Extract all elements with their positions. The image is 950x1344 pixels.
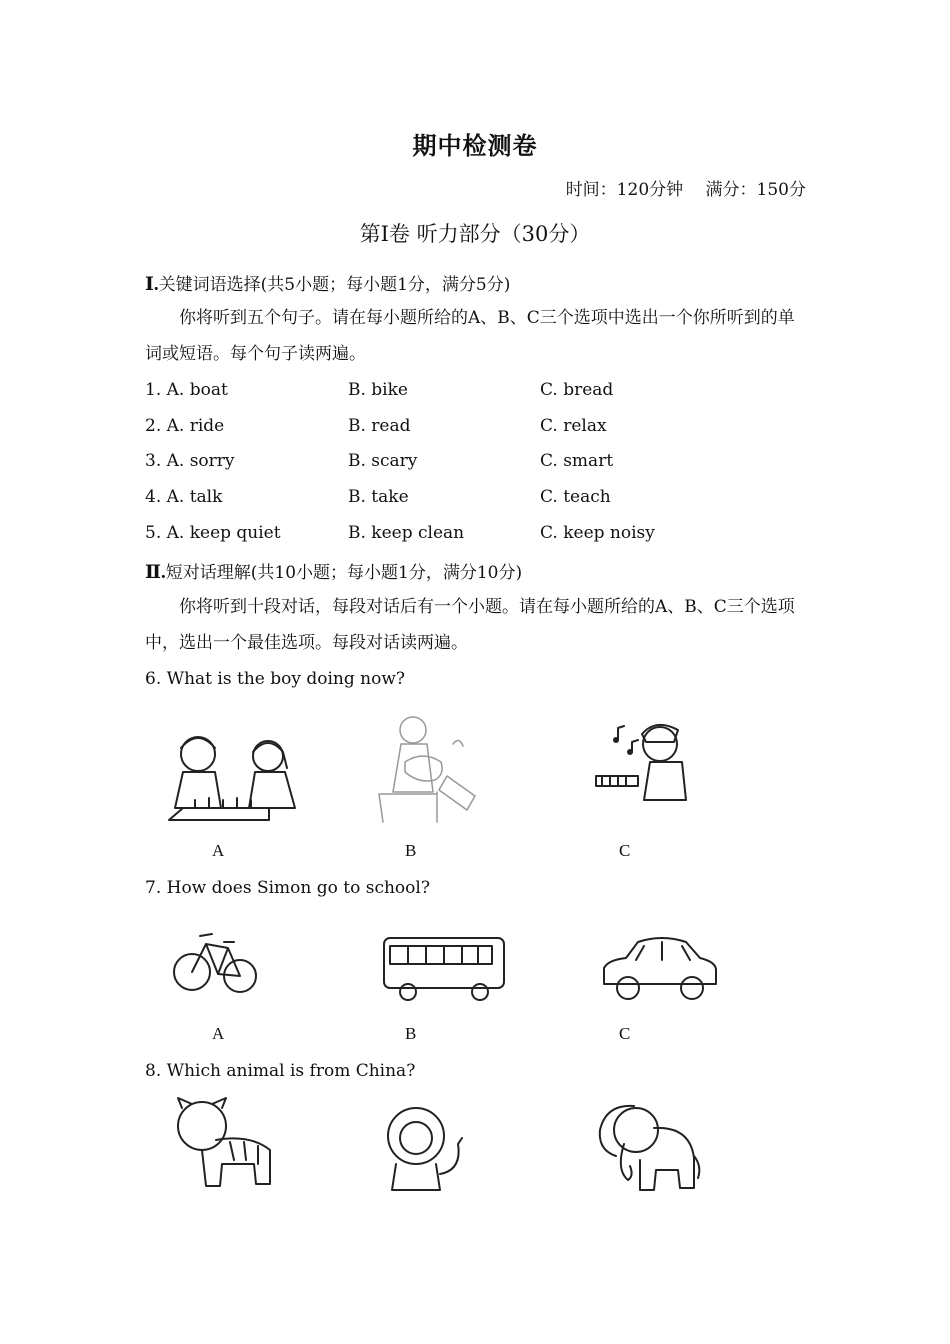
section-1-number: Ⅰ.: [145, 274, 159, 295]
lion-face: [400, 1122, 432, 1154]
tiger-head: [178, 1102, 226, 1150]
car-front-wheel: [617, 977, 639, 999]
boy-hair: [181, 738, 215, 748]
music-notes: [618, 726, 638, 752]
q1-option-b: B. bike: [348, 380, 408, 400]
boy-body: [175, 772, 221, 808]
elephant-image: [594, 1100, 704, 1194]
elephant-ear: [600, 1106, 634, 1156]
q6-label-a: A: [212, 841, 225, 860]
keys: [602, 776, 626, 786]
violin: [405, 756, 442, 781]
q7-label-a: A: [212, 1024, 225, 1043]
violin-player-image: [375, 712, 495, 824]
bike-handle-seat: [200, 934, 234, 942]
q5-option-c: C. keep noisy: [540, 523, 655, 543]
q6-label-c: C: [619, 841, 631, 860]
q2-option-b: B. read: [348, 416, 411, 436]
q7-label-c: C: [619, 1024, 631, 1043]
pianist-body: [644, 762, 686, 800]
exam-meta: 时间：120分钟 满分：150分: [565, 180, 806, 200]
pianist-head: [643, 727, 677, 761]
q5-option-a: 5. A. keep quiet: [145, 523, 281, 543]
bus-front-wheel: [400, 984, 416, 1000]
q4-option-c: C. teach: [540, 487, 611, 507]
tiger-body: [202, 1138, 270, 1186]
lion-image: [382, 1104, 472, 1194]
q3-option-c: C. smart: [540, 451, 614, 471]
page-title: 期中检测卷: [412, 131, 538, 160]
q5-option-b: B. keep clean: [348, 523, 465, 543]
q1-option-a: 1. A. boat: [145, 380, 228, 400]
car-image: [598, 934, 722, 1006]
q3-option-a: 3. A. sorry: [145, 451, 235, 471]
q3-option-b: B. scary: [348, 451, 418, 471]
section-2-title: 短对话理解(共10小题；每小题1分，满分10分): [165, 563, 523, 583]
q7-label-b: B: [405, 1024, 417, 1043]
note-head-1: [613, 737, 619, 743]
player-body: [393, 744, 433, 792]
tiger-image: [166, 1094, 278, 1194]
q1-option-c: C. bread: [540, 380, 614, 400]
section-1-heading: [145, 270, 510, 296]
q4-option-b: B. take: [348, 487, 409, 507]
chess-players-image: [165, 728, 305, 828]
bicycle-image: [170, 922, 260, 1008]
chess-pieces: [195, 798, 251, 808]
q6-label-b: B: [405, 841, 417, 860]
car-body: [604, 938, 716, 984]
chess-board: [169, 808, 269, 820]
elephant-body: [640, 1128, 694, 1190]
section-1-title: 关键词语选择(共5小题；每小题1分，满分5分): [158, 275, 511, 295]
q6-text: 6. What is the boy doing now?: [145, 669, 405, 689]
section-2-instruction: 你将听到十段对话，每段对话后有一个小题。请在每小题所给的A、B、C三个选项中，选出一个最佳选项。每段对话读两遍。: [145, 597, 795, 653]
music-note: [453, 740, 463, 746]
lion-mane: [388, 1108, 444, 1164]
girl-head: [253, 741, 283, 771]
player-head: [400, 717, 426, 743]
car-windows: [636, 942, 690, 960]
girl-hair: [253, 743, 287, 768]
car-rear-wheel: [681, 977, 703, 999]
section-2-number: Ⅱ.: [145, 562, 166, 583]
sheet-music: [439, 776, 475, 810]
elephant-head: [614, 1108, 658, 1152]
note-head-2: [627, 749, 633, 755]
q8-text: 8. Which animal is from China?: [145, 1061, 416, 1081]
chair: [379, 792, 437, 822]
bus-windows: [390, 946, 492, 964]
bus-image: [380, 934, 508, 1004]
section-2-heading: [145, 558, 522, 584]
q2-option-a: 2. A. ride: [145, 416, 225, 436]
girl-body: [249, 772, 295, 808]
q2-option-c: C. relax: [540, 416, 607, 436]
q7-text: 7. How does Simon go to school?: [145, 878, 430, 898]
section-1-instruction: 你将听到五个句子。请在每小题所给的A、B、C三个选项中选出一个你所听到的单词或短语。每个句子读两遍。: [145, 308, 795, 364]
piano-player-image: [594, 718, 700, 816]
q4-option-a: 4. A. talk: [145, 487, 223, 507]
tiger-stripes: [230, 1142, 258, 1164]
bus-rear-wheel: [472, 984, 488, 1000]
bike-frame: [192, 944, 240, 976]
lion-body: [392, 1164, 440, 1190]
part-heading: 第Ⅰ卷 听力部分（30分）: [359, 222, 591, 246]
